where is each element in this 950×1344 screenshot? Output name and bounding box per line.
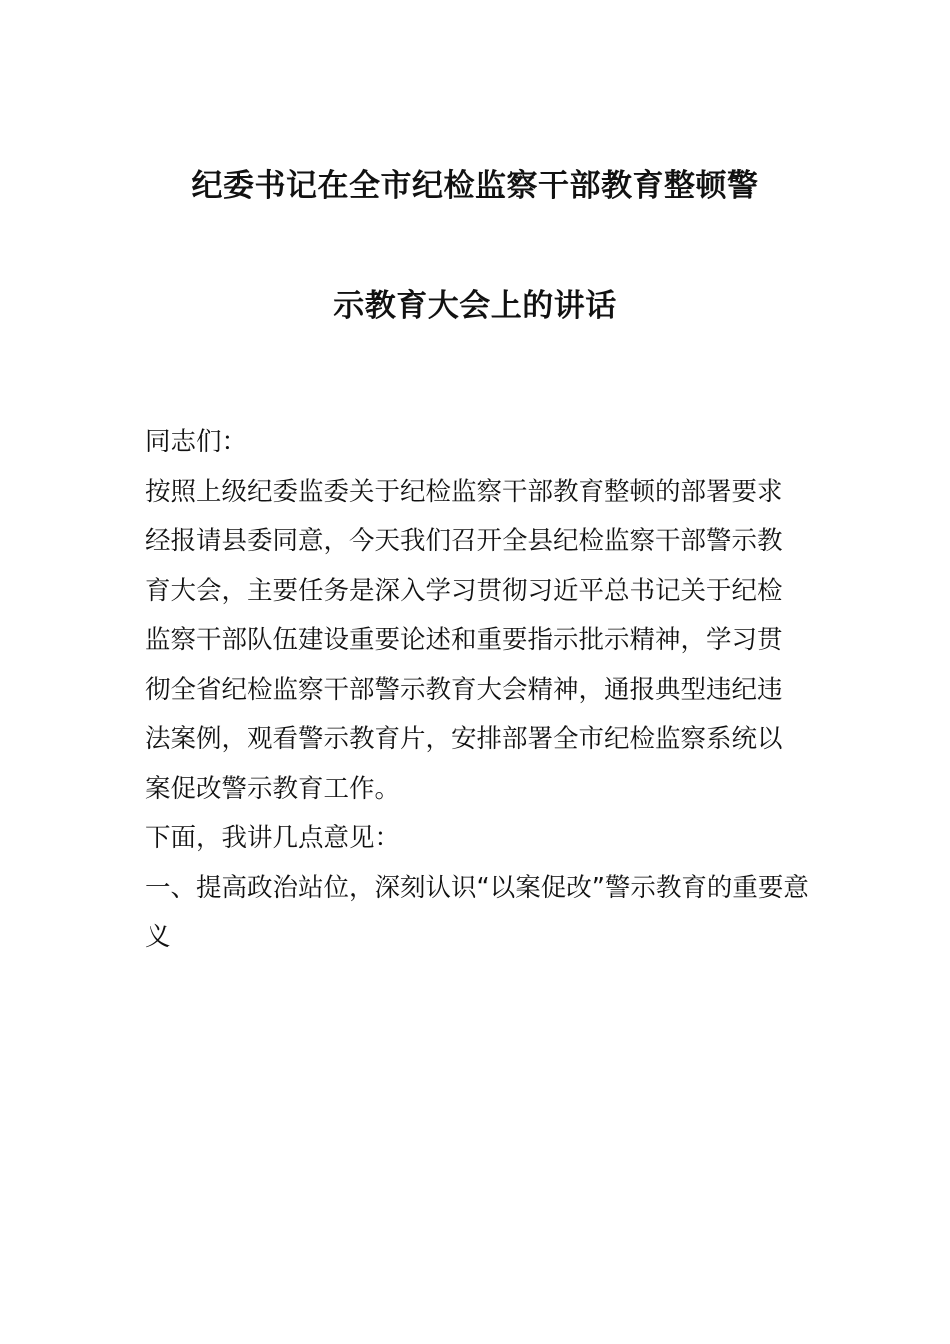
paragraph-1-line: 育大会，主要任务是深入学习贯彻习近平总书记关于纪检 xyxy=(145,575,783,606)
section-heading-1-line: 义 xyxy=(145,922,171,952)
paragraph-1-line: 监察干部队伍建设重要论述和重要指示批示精神，学习贯 xyxy=(145,625,783,655)
document-body xyxy=(145,418,807,963)
paragraph-1-line: 按照上级纪委监委关于纪检监察干部教育整顿的部署要求 xyxy=(145,476,783,507)
section-heading-1-line: 一、提高政治站位，深刻认识“以案促改”警示教育的重要意 xyxy=(145,872,809,903)
transition-line: 下面，我讲几点意见： xyxy=(145,823,401,853)
paragraph-1-line: 法案例，观看警示教育片，安排部署全市纪检监察系统以 xyxy=(145,724,783,754)
salutation: 同志们： xyxy=(145,427,248,457)
page-title-line-2: 示教育大会上的讲话 xyxy=(333,288,617,324)
paragraph-1-line: 案促改警示教育工作。 xyxy=(145,773,401,804)
paragraph-1-line: 经报请县委同意，今天我们召开全县纪检监察干部警示教 xyxy=(145,526,783,556)
page-title-line-1: 纪委书记在全市纪检监察干部教育整顿警 xyxy=(191,168,759,204)
paragraph-1-line: 彻全省纪检监察干部警示教育大会精神，通报典型违纪违 xyxy=(145,674,783,705)
